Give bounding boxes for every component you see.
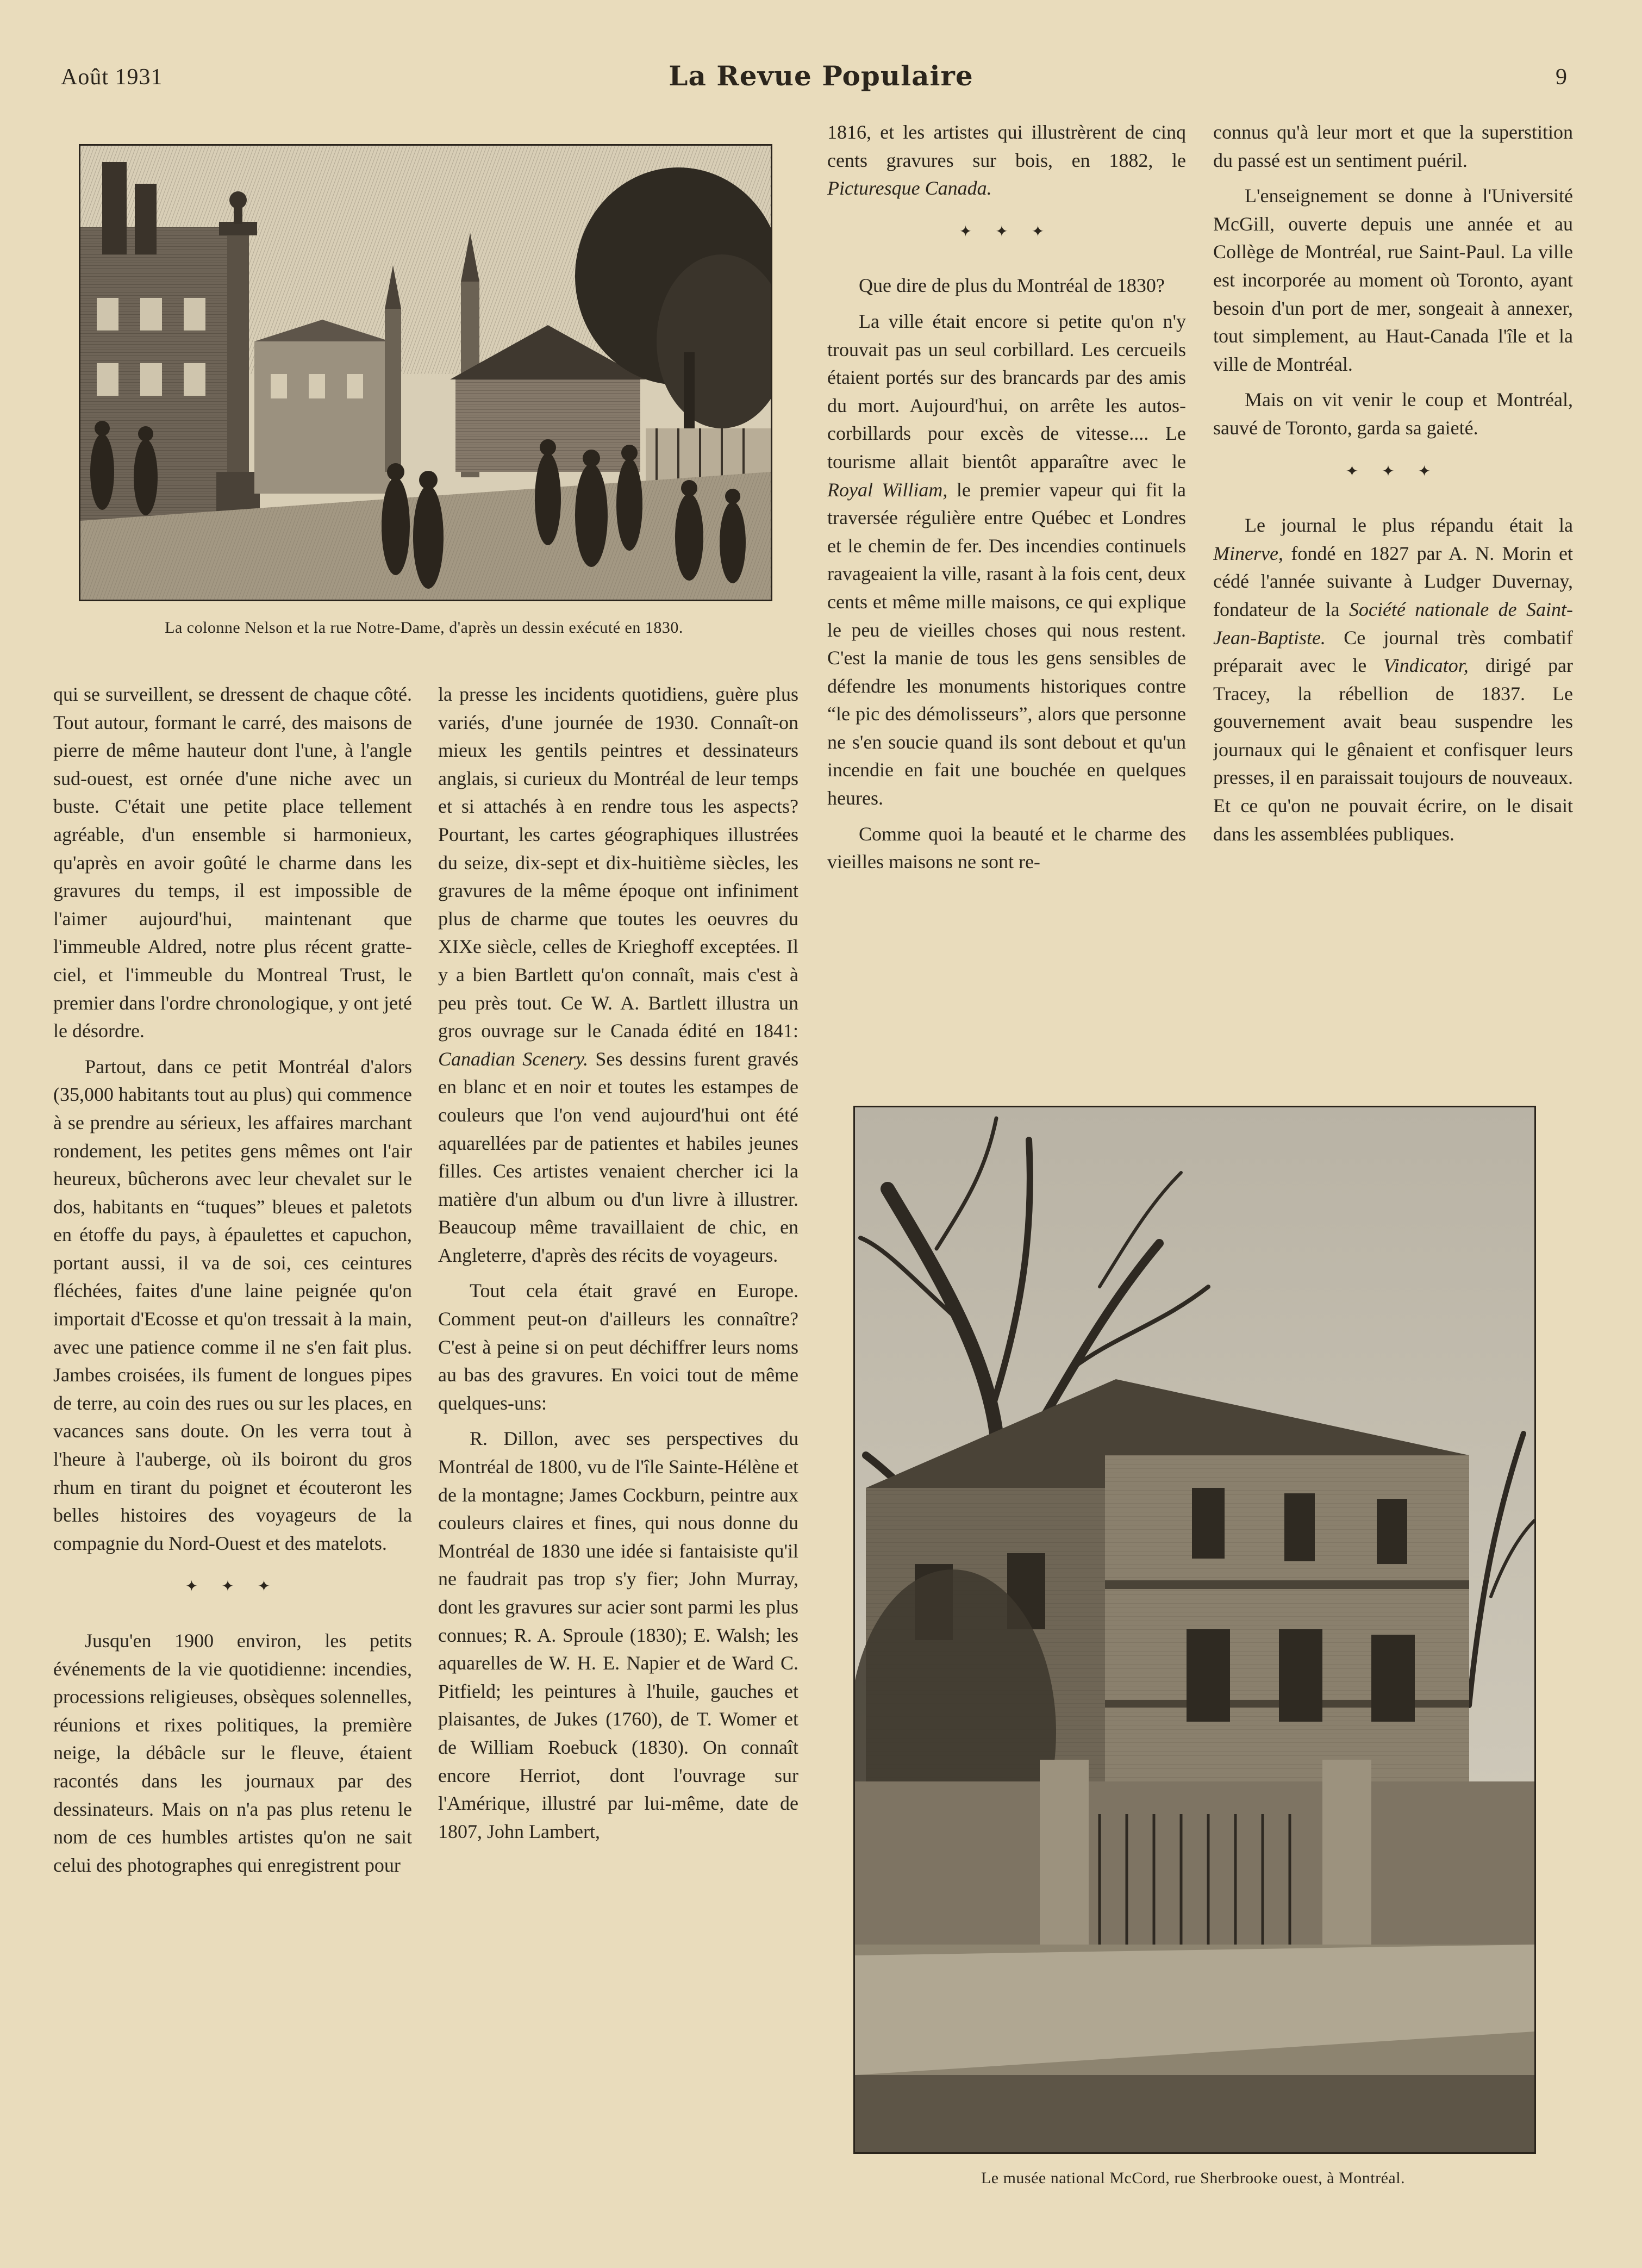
section-separator: ✦ ✦ ✦: [185, 1578, 280, 1596]
nelson-column-caption: La colonne Nelson et la rue Notre-Dame, d'après un dessin exécuté en 1830.: [165, 619, 683, 637]
book-title: Canadian Scenery.: [438, 1048, 589, 1070]
section-separator: ✦ ✦ ✦: [959, 223, 1054, 240]
text-run: Ses dessins furent gravés en blanc et en noir et toutes les estampes de couleurs que l'on vend aujourd'hui ont été aquarellées par de patientes et habiles jeunes filles. Ces artistes venaient chercher ici la matière d'un album ou d'un livre à illustrer. Beaucoup même travaillaient de chic, en Angleterre, d'après des récits de voyageurs.: [438, 1048, 798, 1266]
text-run: fondé en 1827 par A. N. Morin et cédé l'année suivante à Ludger Duvernay, fondateur de la: [1213, 542, 1573, 620]
paragraph: L'enseignement se donne à l'Université McGill, ouverte depuis une année et au Collège de Montréal, rue Saint-Paul. La ville est incorporée au moment où Toronto, ayant besoin d'un port de mer, songeait à annexer, tout simplement, au Haut-Canada l'île et la ville de Montréal.: [1213, 185, 1573, 375]
text-run: la presse les incidents quotidiens, guère plus variés, d'une journée de 1930. Connaît-on mieux les gentils peintres et dessinateurs anglais, si curieux du Montréal de leur temps et si attachés à en rendre tous les aspects? Pourtant, les cartes géographiques illustrées du seize, dix-sept et dix-huitième siècles, les gravures de la même époque ont infiniment plus de charme que toutes les oeuvres du XIXe siècle, celles de Krieghoff exceptées. Il y a bien Bartlett qu'on connaît, mais c'est à peu près tout. Ce W. A. Bartlett illustra un gros ouvrage sur le Canada édité en 1841:: [438, 683, 798, 1042]
paragraph: qui se surveillent, se dressent de chaque côté. Tout autour, formant le carré, des maisons de pierre de même hauteur dont l'une, à l'angle sud-ouest, est ornée d'une niche avec un buste. C'était une petite place tellement agréable, d'un ensemble si harmonieux, qu'après en avoir goûté le charme dans les gravures du temps, il est impossible de l'aimer aujourd'hui, maintenant que l'immeuble Aldred, notre plus récent gratte-ciel, et l'immeuble du Montreal Trust, le premier dans l'ordre chronologique, y ont jeté le désordre.: [53, 683, 412, 1042]
paragraph: [1213, 512, 1573, 848]
section-separator: ✦ ✦ ✦: [1345, 463, 1441, 480]
text-column-2: [438, 681, 798, 2230]
text-column-3: [827, 119, 1186, 1043]
page-number: 9: [1556, 65, 1567, 90]
paragraph: Comme quoi la beauté et le charme des vieilles maisons ne sont re-: [827, 823, 1186, 873]
newspaper-name: Vindicator,: [1383, 655, 1469, 677]
ship-name: Royal William,: [827, 478, 948, 501]
paragraph: R. Dillon, avec ses perspectives du Montréal de 1800, vu de l'île Sainte-Hélène et de la montagne; James Cockburn, peintre aux couleurs claires et fines, qui nous donne du Montréal de 1830 une idée si fantaisiste qu'il ne faudrait pas trop s'y fier; John Murray, dont les gravures sur acier sont parmi les plus connues; R. A. Sproule (1830); E. Walsh; les aquarelles de W. H. E. Napier et de Ward C. Pitfield; les peintures à l'huile, gauches et plaisantes, de Jukes (1760), de T. Womer et de William Roebuck (1830). On connaît encore Herriot, dont l'ouvrage sur l'Amérique, illustré par lui-même, date de 1807, John Lambert,: [438, 1428, 798, 1842]
nelson-column-engraving: [79, 144, 772, 601]
paragraph: Jusqu'en 1900 environ, les petits événements de la vie quotidienne: incendies, processions religieuses, obsèques solennelles, réunions et rixes politiques, la première neige, la débâcle sur le fleuve, étaient racontés dans les journaux par des dessinateurs. Mais on n'a pas plus retenu le nom de ces humbles artistes qu'on ne sait celui des photographes qui enregistrent pour: [53, 1630, 412, 1876]
paragraph: Partout, dans ce petit Montréal d'alors (35,000 habitants tout au plus) qui commence à se prendre au sérieux, les affaires marchant rondement, les petites gens mêmes ont l'air heureux, bûcherons avec leur chevalet sur le dos, habitants en “tuques” bleues et paletots en étoffe du pays, à épaulettes et capuchon, portant aussi, il va de soi, ces ceintures fléchées, faites d'une laine peignée qu'on importait d'Ecosse et qu'on tressait à la main, avec une patience comme il ne s'en fait plus. Jambes croisées, ils fument de longues pipes de terre, au coin des rues ou sur les places, en vacances sans doute. On les verra tout à l'heure à l'auberge, où ils boiront du gros rhum en tirant du poignet et écouteront les belles histoires des voyageurs de la compagnie du Nord-Ouest et des matelots.: [53, 1055, 412, 1554]
text-column-4: [1213, 119, 1573, 1075]
newspaper-name: Minerve,: [1213, 542, 1283, 564]
magazine-title: La Revue Populaire: [669, 60, 973, 92]
text-run: Le journal le plus répandu était la: [1245, 514, 1573, 537]
paragraph: [438, 681, 798, 1269]
text-run: dirigé par Tracey, la rébellion de 1837. Le gouvernement avait beau suspendre les journaux qui le gênaient et confisquer leurs presses, il en paraissait toujours de nouveaux. Et ce qu'on ne pouvait écrire, on le disait dans les assemblées publiques.: [1213, 655, 1573, 845]
society-name: Société nationale de Saint-Jean-Baptiste.: [1213, 598, 1573, 649]
mccord-museum-caption: Le musée national McCord, rue Sherbrooke ouest, à Montréal.: [981, 2169, 1406, 2187]
mccord-museum-photo: [853, 1106, 1536, 2154]
paragraph: [827, 119, 1186, 203]
paragraph: Tout cela était gravé en Europe. Comment peut-on d'ailleurs les connaître? C'est à peine si on peut déchiffrer leurs noms au bas des gravures. En voici tout de même quelques-uns:: [438, 1280, 798, 1414]
paragraph: Mais on vit venir le coup et Montréal, sauvé de Toronto, garda sa gaieté.: [1213, 389, 1573, 439]
paragraph: connus qu'à leur mort et que la superstition du passé est un sentiment puéril.: [1213, 121, 1573, 171]
book-title: Picturesque Canada.: [827, 177, 992, 200]
text-run: La ville était encore si petite qu'on n'y trouvait pas un seul corbillard. Les cercueils étaient portés sur des brancards par des amis du mort. Aujourd'hui, on arrête les autos-corbillards pour excès de vitesse.... Le tourisme allait bientôt apparaître avec le: [827, 310, 1186, 472]
text-run: Ce journal très combatif préparait avec le: [1213, 626, 1573, 677]
issue-date: Août 1931: [61, 65, 163, 90]
paragraph: [827, 308, 1186, 813]
text-column-1: [53, 681, 412, 2230]
text-run: le premier vapeur qui fit la traversée régulière entre Québec et Londres et le chemin de fer. Des incendies continuels ravageaient la ville, rasant à la fois cent, deux cents et même mille maisons, ce qui explique le peu de vieilles choses qui nous restent. C'est la manie de tous les gens sensibles de défendre les monuments historiques contre “le pic des démolisseurs”, alors que personne ne s'en soucie quand ils sont debout et qu'un incendie en fait une bouchée en quelques heures.: [827, 478, 1186, 809]
text-run: 1816, et les artistes qui illustrèrent de cinq cents gravures sur bois, en 1882, le: [827, 121, 1186, 171]
paragraph: Que dire de plus du Montréal de 1830?: [859, 275, 1165, 297]
